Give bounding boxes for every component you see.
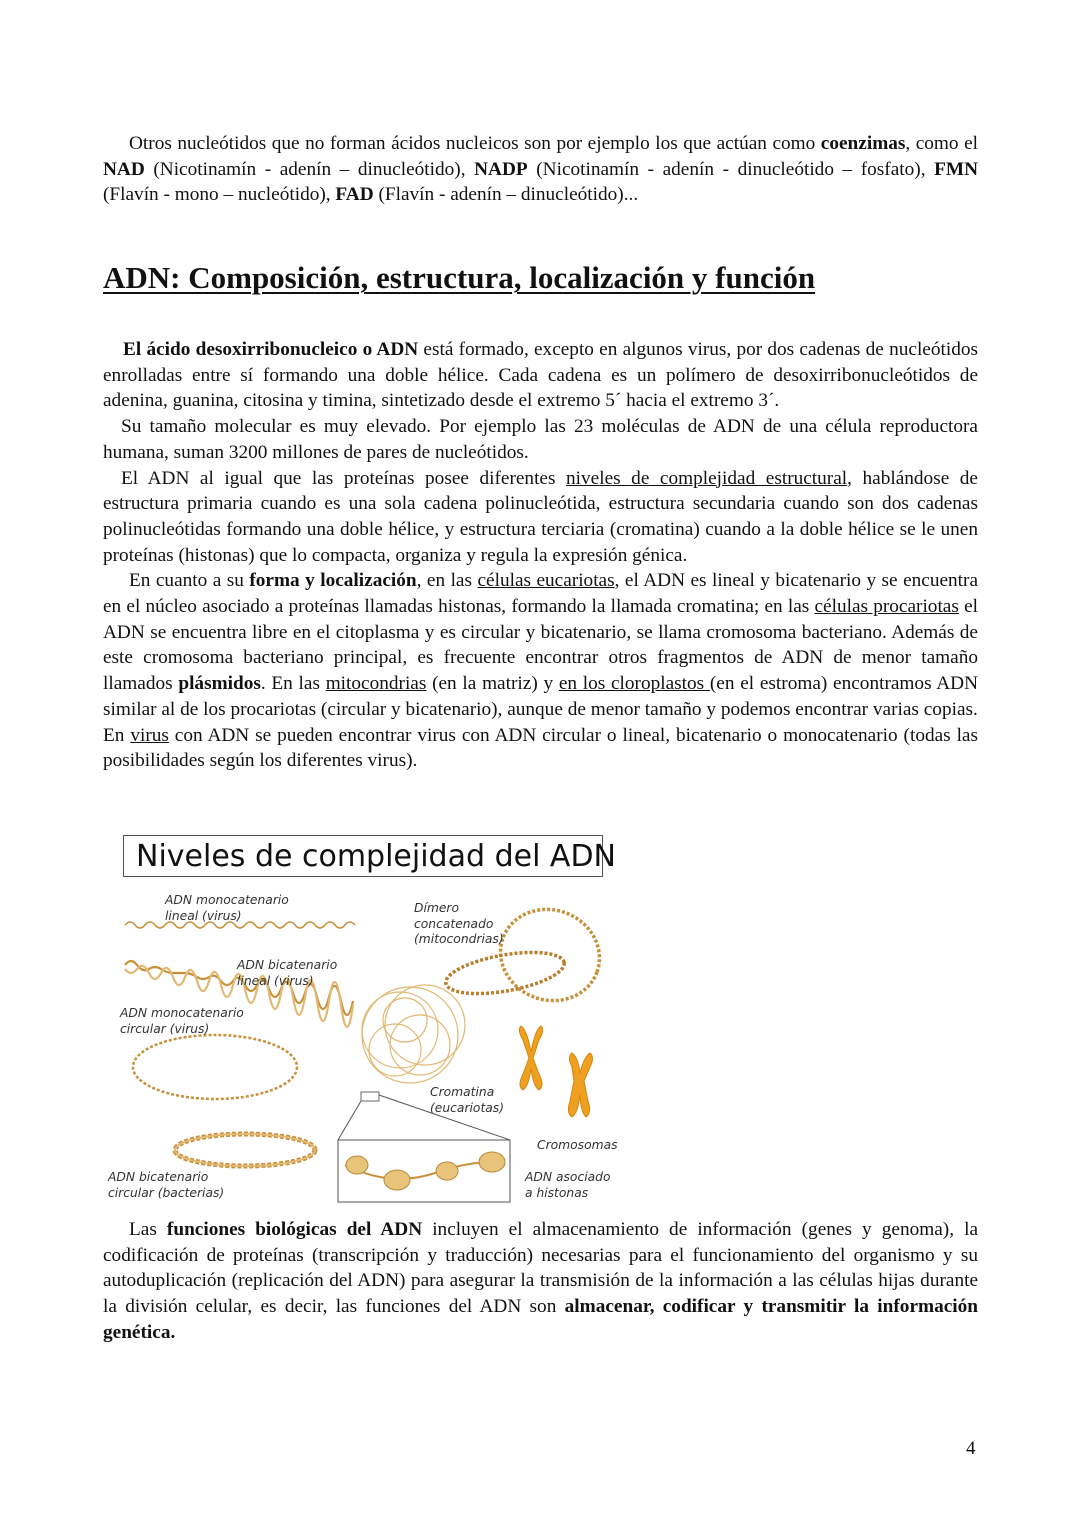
intro-text: (Nicotinamín - adenín – dinucleótido), — [144, 158, 475, 180]
paragraph-text: (en el estroma) encontramos ADN similar al de los procariotas (circular y bicatenario), aunque de menor tamaño y podemos encontrar varias copias. — [103, 673, 978, 720]
paragraph-text: Las — [129, 1219, 167, 1240]
paragraph-complexity — [103, 466, 978, 569]
term-forma: forma y localización — [249, 570, 417, 592]
paragraph-text: El ADN al igual que las proteínas posee diferentes — [121, 467, 567, 489]
paragraph-definition — [103, 337, 978, 414]
figure-title: Niveles de complejidad del ADN — [123, 835, 603, 877]
paragraph-text: Su tamaño molecular es muy elevado. Por ejemplo las 23 moléculas de ADN de una célula reproductora humana, suman 3200 millones de pares de nucleótidos. — [103, 416, 978, 463]
term-virus: virus — [130, 724, 169, 746]
label-chromosomes: Cromosomas — [537, 1138, 618, 1152]
single-strand-circular-dna — [133, 1035, 297, 1099]
term-eucariotas: células eucariotas — [477, 570, 615, 592]
paragraph-virus — [103, 723, 978, 774]
term-fad: FAD — [335, 184, 374, 206]
intro-text: Otros nucleótidos que no forman ácidos nucleicos son por ejemplo los que actúan como — [129, 133, 821, 154]
zoom-box — [361, 1092, 379, 1101]
chromatin-tangle — [362, 985, 465, 1083]
label-bi-linear: ADN bicatenario lineal (virus) — [237, 958, 338, 988]
term-funciones: funciones biológicas del ADN — [166, 1219, 423, 1240]
body-text — [103, 337, 978, 774]
intro-text: (Flavín - mono – nucleótido), — [103, 184, 336, 206]
label-dimer: Dímero concatenado (mitocondrias) — [414, 901, 504, 946]
term-coenzimas: coenzimas — [820, 133, 906, 154]
term-fmn: FMN — [934, 158, 978, 180]
paragraph-text: En cuanto a su — [129, 570, 250, 592]
intro-text: , como el — [905, 133, 978, 154]
intro-text: (Nicotinamín - adenín - dinucleótido – fosfato), — [527, 158, 935, 180]
term-almacenar: almacenar, codificar y transmitir la información genética. — [103, 1296, 978, 1343]
term-nadp: NADP — [474, 158, 528, 180]
label-bi-circular: ADN bicatenario circular (bacterias) — [108, 1170, 225, 1200]
paragraph-text: En — [103, 724, 131, 746]
dna-complexity-figure — [105, 835, 625, 1210]
section-title: ADN: Composición, estructura, localización y función — [103, 260, 816, 295]
page-number: 4 — [966, 1438, 976, 1459]
paragraph-text: incluyen el almacenamiento de información (genes y genoma), la codificación de proteínas (transcripción y traducción) necesarias para el funcionamiento del organismo y su autoduplicación (replicación del ADN) para asegurar la transmisión de la información a las células hijas durante la división celular, es decir, las funciones del ADN son — [103, 1219, 979, 1318]
term-plasmidos: plásmidos — [178, 673, 261, 695]
term-procariotas: células procariotas — [814, 596, 959, 618]
term-nad: NAD — [103, 158, 145, 180]
label-chromatin: Cromatina (eucariotas) — [430, 1085, 505, 1115]
intro-text: (Flavín - adenín – dinucleótido)... — [373, 184, 639, 206]
paragraph-text: (en la matriz) y — [426, 673, 559, 695]
paragraph-text: . En las — [260, 673, 326, 695]
paragraph-text: con ADN se pueden encontrar virus con ADN circular o lineal, bicatenario o monocatenario (todas las posibilidades según los diferentes virus). — [103, 724, 978, 772]
paragraph-text: el ADN se encuentra libre en el citoplasma y es circular y bicatenario, se llama cromosoma bacteriano. Además de este cromosoma bacteriano principal, es frecuente encontrar otros fragmentos de ADN de menor tamaño llamados — [103, 596, 978, 695]
term-niveles: niveles de complejidad estructural — [566, 467, 848, 489]
paragraph-functions — [103, 1217, 978, 1346]
term-cloroplastos: en los cloroplastos — [558, 673, 710, 695]
paragraph-size — [103, 414, 978, 465]
term-adn: El ácido desoxirribonucleico o ADN — [123, 339, 419, 360]
term-mitocondrias: mitocondrias — [325, 673, 427, 695]
paragraph-location — [103, 568, 978, 722]
paragraph-text: , en las — [416, 570, 478, 592]
paragraph-text: está formado, excepto en algunos virus, por dos cadenas de nucleótidos enrolladas entre sí formando una doble hélice. Cada cadena es un polímero de desoxirribonucleótidos de adenina, guanina, citosina y timina, sintetizado desde el extremo 5´ hacia el extremo 3´. — [103, 339, 978, 412]
label-mono-circular: ADN monocatenario circular (virus) — [120, 1006, 244, 1036]
label-histones: ADN asociado a histonas — [525, 1170, 611, 1200]
chromosomes — [519, 1026, 592, 1117]
double-strand-circular-dna — [175, 1134, 315, 1166]
paragraph-text: , hablándose de estructura primaria cuando es una sola cadena polinucleótida, estructura secundaria cuando son dos cadenas polinucleótidas formando una doble hélice, y estructura terciaria (cromatina) cuando a la doble hélice se le unen proteínas (histonas) que lo compacta, organiza y regula la expresión génica. — [103, 467, 978, 566]
intro-paragraph — [103, 131, 978, 208]
paragraph-text: , el ADN es lineal y bicatenario y se encuentra en el núcleo asociado a proteínas llamadas histonas, formando la llamada cromatina; en las — [103, 570, 979, 618]
label-mono-linear: ADN monocatenario lineal (virus) — [165, 893, 289, 923]
